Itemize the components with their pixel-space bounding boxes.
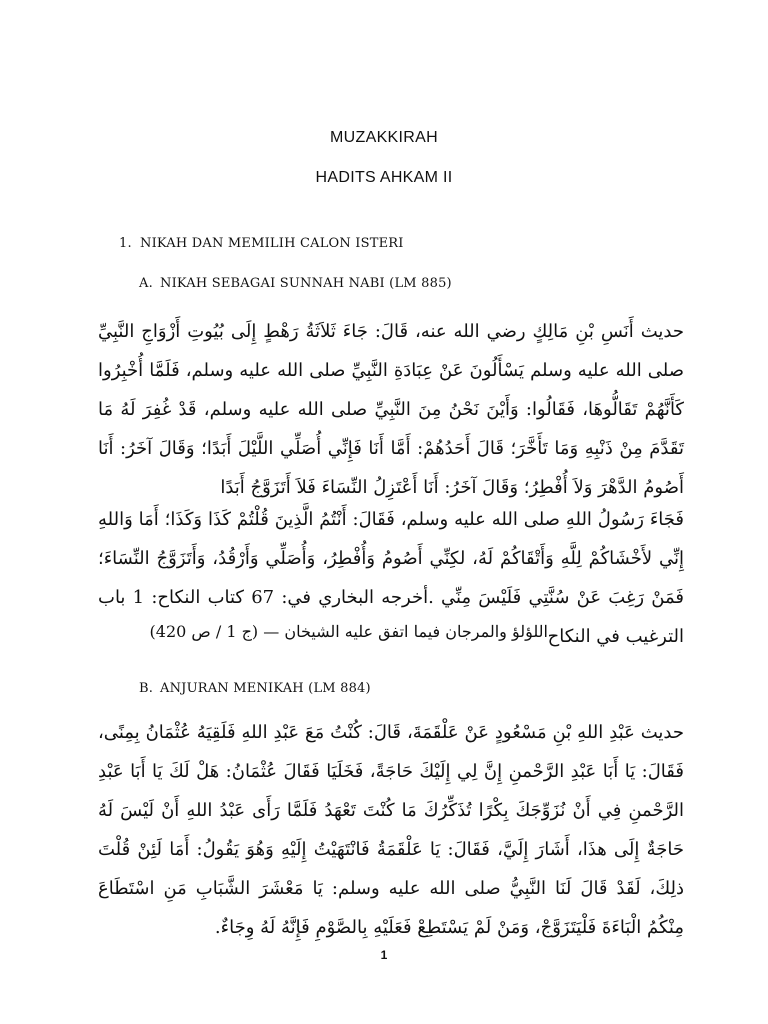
hadith-ibn-masud-paragraph: حديث عَبْدِ اللهِ بْنِ مَسْعُودٍ عَنْ عَلْقَمَةَ، قَالَ: كُنْتُ مَعَ عَبْدِ اللهِ فَلَقِيَهُ عُثْمَانُ بِمِنًى، فَقَالَ: يَا أَبَا عَبْدِ الرَّحْمنِ إِنَّ لِي إِلَيْكَ حَاجَةً، فَخَلَيَا فَقَالَ عُثْمَانُ: هَلْ لَكَ يَا أَبَا عَبْدِ الرَّحْمنِ فِي أَنْ نُزَوِّجَكَ بِكْرًا تُذَكِّرُكَ مَا كُنْتَ تَعْهَدُ فَلَمَّا رَأَى عَبْدُ اللهِ أَنْ لَيْسَ لَهُ حَاجَةٌ إِلَى هذَا، أَشَارَ إِلَيَّ، فَقَالَ: يَا عَلْقَمَةُ فَانْتَهَيْتُ إِلَيْهِ وَهُوَ يَقُولُ: أَمَا لَئِنْ قُلْتَ ذلِكَ، لَقَدْ قَالَ لَنَا النَّبِيُّ صلى الله عليه وسلم: يَا مَعْشَرَ الشَّبَابِ مَنِ اسْتَطَاعَ مِنْكُمُ الْبَاءَةَ فَلْيَتَزَوَّجْ، وَمَنْ لَمْ يَسْتَطِعْ فَعَلَيْهِ بِالصَّوْمِ فَإِنَّهُ لَهُ وِجَاءٌ.	[98, 722, 684, 938]
subsection-title: ANJURAN MENIKAH (LM 884)	[160, 681, 371, 696]
page-number: 1	[380, 948, 388, 962]
section-number: 1.	[119, 236, 132, 251]
subsection-heading-a	[139, 276, 452, 291]
section-title: NIKAH DAN MEMILIH CALON ISTERI	[140, 236, 404, 251]
document-title: MUZAKKIRAH	[330, 129, 438, 146]
document-subtitle: HADITS AHKAM II	[315, 169, 453, 186]
section-heading-1	[119, 236, 404, 251]
subsection-letter: B.	[139, 681, 154, 696]
subsection-title: NIKAH SEBAGAI SUNNAH NABI (LM 885)	[160, 276, 452, 291]
subsection-letter: A.	[139, 276, 153, 291]
source-reference: اللؤلؤ والمرجان فيما اتفق عليه الشيخان — (ج 1 / ص 420)	[149, 622, 548, 641]
hadith-anas-paragraph-1: حديث أَنَسِ بْنِ مَالِكٍ رضي الله عنه، قَالَ: جَاءَ ثَلاَثَةُ رَهْطٍ إِلَى بُيُوتِ أَزْوَاجِ النَّبِيِّ صلى الله عليه وسلم يَسْأَلُونَ عَنْ عِبَادَةِ النَّبِيِّ صلى الله عليه وسلم، فَلَمَّا أُخْبِرُوا كَأَنَّهُمْ تَقَالُّوهَا، فَقَالُوا: وَأَيْنَ نَحْنُ مِنَ النَّبِيِّ صلى الله عليه وسلم، قَدْ غُفِرَ لَهُ مَا تَقَدَّمَ مِنْ ذَنْبِهِ وَمَا تَأَخَّرَ؛ قَالَ أَحَدُهُمْ: أَمَّا أَنَا فَإِنِّي أُصَلِّي اللَّيْلَ أَبَدًا؛ وَقَالَ آخَرُ: أَنَا أَصُومُ الدَّهْرَ وَلاَ أُفْطِرُ؛ وَقَالَ آخَرُ: أَنَا أَعْتَزِلُ النِّسَاءَ فَلاَ أَتَزَوَّجُ أَبَدًا	[98, 321, 684, 498]
hadith-anas-paragraph-2: فَجَاءَ رَسُولُ اللهِ صلى الله عليه وسلم، فَقَالَ: أَنْتُمُ الَّذِينَ قُلْتُمْ كَذَا وَكَذَا؛ أَمَا وَاللهِ إِنِّي لأَخْشَاكُمْ لِلَّهِ وَأَتْقَاكُمْ لَهُ، لكِنِّي أَصُومُ وَأُفْطِرُ، وَأُصَلِّي وَأَرْقُدُ، وَأَتَزَوَّجُ النِّسَاءَ؛ فَمَنْ رَغِبَ عَنْ سُنَّتِي فَلَيْسَ مِنِّي .أخرجه البخاري في: 67 كتاب النكاح: 1 باب الترغيب في النكاح	[98, 509, 684, 647]
subsection-heading-b	[139, 681, 371, 696]
